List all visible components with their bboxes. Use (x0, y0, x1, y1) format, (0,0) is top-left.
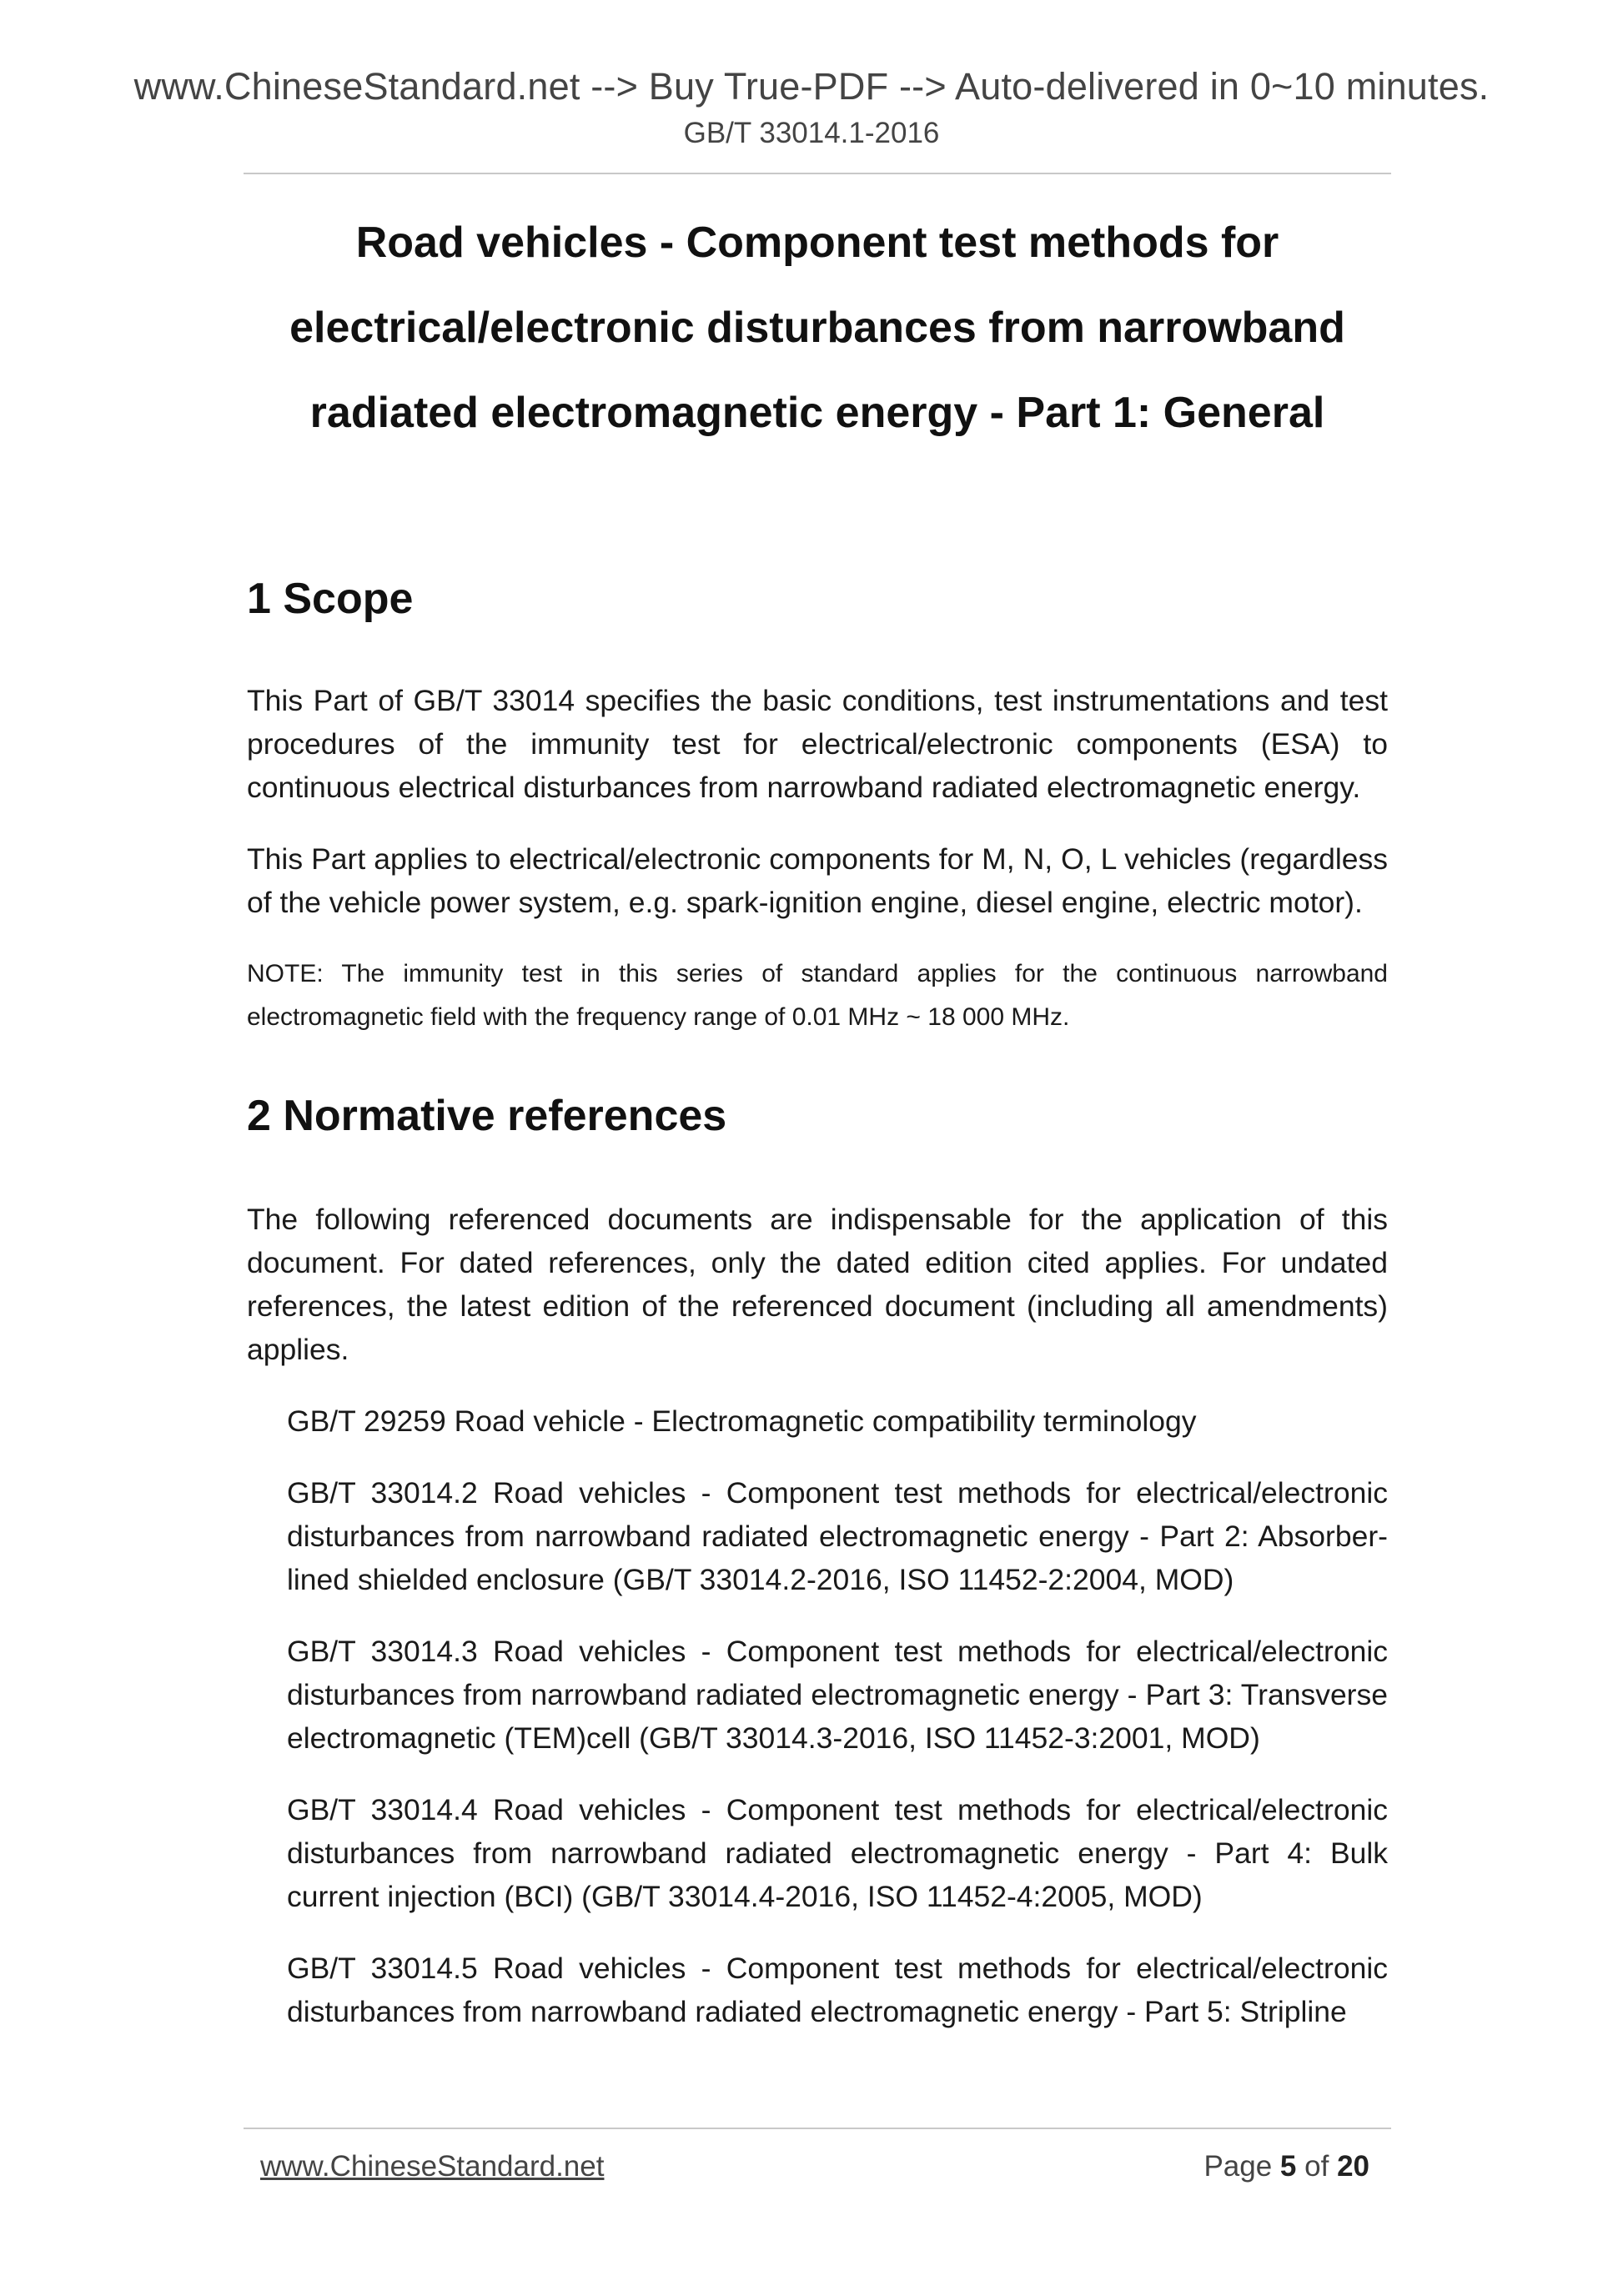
section-heading-scope: 1 Scope (247, 575, 414, 623)
footer-website-link[interactable]: www.ChineseStandard.net (260, 2150, 605, 2183)
reference-item: GB/T 29259 Road vehicle - Electromagnetic compatibility terminology (287, 1404, 1197, 1438)
scope-note-text: NOTE: The immunity test in this series of standard applies for the continuous narrowband electromagnetic field with the frequency range of 0.01 MHz ~ 18 000 MHz. (247, 960, 1388, 1031)
footer-page-number (1203, 2150, 1369, 2183)
footer-divider (244, 2128, 1391, 2129)
title-line-3: radiated electromagnetic energy - Part 1: General (309, 389, 1325, 437)
header-standard-code: GB/T 33014.1-2016 (683, 117, 940, 149)
header-banner: www.ChineseStandard.net --> Buy True-PDF --> Auto-delivered in 0~10 minutes. (133, 65, 1490, 108)
reference-item: GB/T 33014.2 Road vehicles - Component test methods for electrical/electronic disturbances from narrowband radiated electromagnetic energy - Part 2: Absorber-lined shielded enclosure (GB/T 33014.2-2016, ISO 11452-2:2004, MOD) (287, 1476, 1388, 1596)
normative-intro: The following referenced documents are indispensable for the application of this document. For dated references, only the dated edition cited applies. For undated references, the latest edition of the referenced document (including all amendments) applies. (247, 1203, 1388, 1366)
reference-item: GB/T 33014.3 Road vehicles - Component test methods for electrical/electronic disturbances from narrowband radiated electromagnetic energy - Part 3: Transverse electromagnetic (TEM)cell (GB/T 33014.3-2016, ISO 11452-3:2001, MOD) (287, 1635, 1388, 1755)
scope-paragraph-2: This Part applies to electrical/electronic components for M, N, O, L vehicles (regardless of the vehicle power system, e.g. spark-ignition engine, diesel engine, electric motor). (247, 842, 1388, 919)
reference-item: GB/T 33014.5 Road vehicles - Component test methods for electrical/electronic disturbances from narrowband radiated electromagnetic energy - Part 5: Stripline (287, 1952, 1388, 2028)
title-line-1: Road vehicles - Component test methods for (355, 219, 1279, 267)
page-prefix: Page (1203, 2150, 1273, 2183)
reference-item: GB/T 33014.4 Road vehicles - Component test methods for electrical/electronic disturbances from narrowband radiated electromagnetic energy - Part 4: Bulk current injection (BCI) (GB/T 33014.4-2016, ISO 11452-4:2005, MOD) (287, 1793, 1388, 1913)
scope-paragraph-1: This Part of GB/T 33014 specifies the basic conditions, test instrumentations and test procedures of the immunity test for electrical/electronic components (ESA) to continuous electrical disturbances from narrowband radiated electromagnetic energy. (247, 684, 1388, 804)
title-line-2: electrical/electronic disturbances from narrowband (289, 304, 1345, 352)
header-divider (244, 173, 1391, 174)
scope-note (247, 952, 1388, 1039)
page-current: 5 (1279, 2150, 1297, 2183)
section-heading-normative-references: 2 Normative references (247, 1092, 727, 1140)
document-body (247, 574, 1388, 2033)
page-of: of (1304, 2150, 1329, 2183)
document-title (244, 200, 1391, 455)
page-total: 20 (1337, 2150, 1369, 2183)
